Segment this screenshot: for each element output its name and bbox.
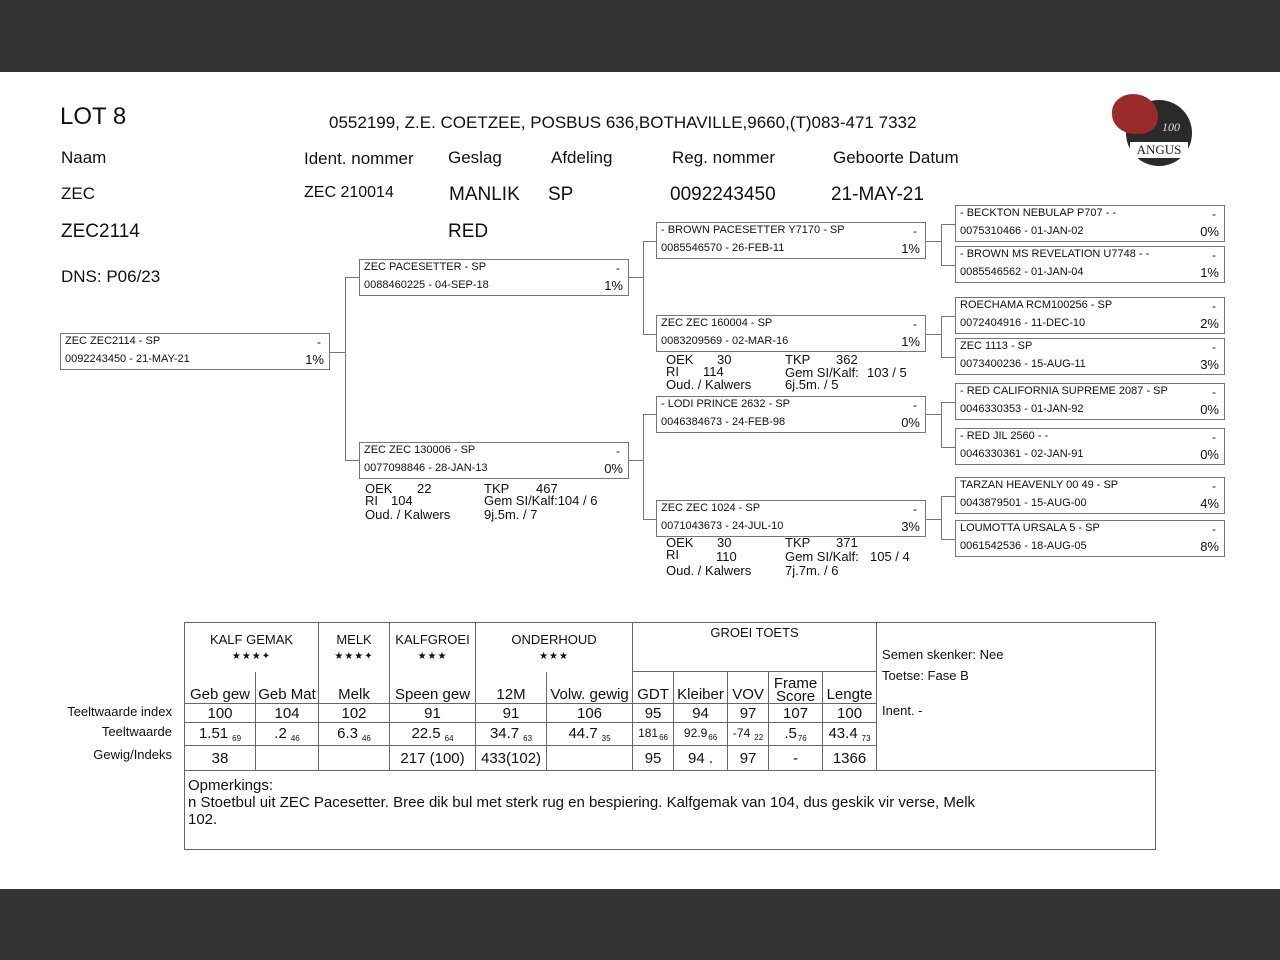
teeltwaarde-cell: -74 $_{22}$ <box>728 723 769 746</box>
pedigree-dam: ZEC ZEC 130006 - SP - 0077098846 - 28-JAN-13 0% <box>359 442 629 479</box>
group-groei-toets: GROEI TOETS <box>633 623 877 672</box>
gewig-cell: 38 <box>185 746 256 771</box>
gewig-cell: 97 <box>728 746 769 771</box>
gewig-cell: 1366 <box>823 746 877 771</box>
col-geb-gew: Geb gew <box>185 672 256 704</box>
col-geb-mat: Geb Mat <box>256 672 319 704</box>
teeltwaarde-cell: $92.9_{66}$ <box>674 723 728 746</box>
group-kalf-gemak: KALF GEMAK ★★★✦ <box>185 623 319 672</box>
lot-number: LOT 8 <box>60 103 127 130</box>
pedigree-great-grandparent-4: ZEC 1113 - SP - 0073400236 - 15-AUG-11 3% <box>955 338 1225 375</box>
animal-geboorte: 21-MAY-21 <box>831 184 924 205</box>
teeltwaarde-cell: 22.5 $_{64}$ <box>390 723 476 746</box>
pedigree-dam-dam: ZEC ZEC 1024 - SP - 0071043673 - 24-JUL-10 3% <box>656 500 926 537</box>
teeltwaarde-cell: $.5_{76}$ <box>769 723 823 746</box>
teeltwaarde-cell: 6.3 $_{46}$ <box>319 723 390 746</box>
col-lengte: Lengte <box>823 672 877 704</box>
remarks-cell <box>185 771 1156 850</box>
pedigree-sire: ZEC PACESETTER - SP - 0088460225 - 04-SEP-18 1% <box>359 259 629 296</box>
gewig-cell: 217 (100) <box>390 746 476 771</box>
header-geboorte: Geboorte Datum <box>833 148 959 167</box>
remarks-label: Opmerkings: <box>188 777 274 794</box>
pedigree-great-grandparent-8: LOUMOTTA URSALA 5 - SP - 0061542536 - 18-AUG-05 8% <box>955 520 1225 557</box>
pedigree-dam-sire: - LODI PRINCE 2632 - SP - 0046384673 - 24-FEB-98 0% <box>656 396 926 433</box>
index-cell: 100 <box>823 704 877 723</box>
teeltwaarde-cell: 34.7 $_{63}$ <box>476 723 547 746</box>
index-cell: 106 <box>547 704 633 723</box>
gewig-cell: 94 . <box>674 746 728 771</box>
row-label-gewig: Gewig/Indeks <box>93 747 172 762</box>
col-speen-gew: Speen gew <box>390 672 476 704</box>
animal-kleur: RED <box>448 221 489 242</box>
gewig-cell: 95 <box>633 746 674 771</box>
col-gdt: GDT <box>633 672 674 704</box>
pedigree-subject: ZEC ZEC2114 - SP - 0092243450 - 21-MAY-21 1% <box>60 333 330 370</box>
col-melk: Melk <box>319 672 390 704</box>
index-cell: 100 <box>185 704 256 723</box>
teeltwaarde-cell: 1.51 $_{69}$ <box>185 723 256 746</box>
index-cell: 94 <box>674 704 728 723</box>
row-label-index: Teeltwaarde index <box>67 704 172 719</box>
teeltwaarde-cell: 43.4 $_{73}$ <box>823 723 877 746</box>
index-cell: 104 <box>256 704 319 723</box>
animal-ident: ZEC 210014 <box>304 184 394 201</box>
gewig-cell: - <box>769 746 823 771</box>
header-geslag: Geslag <box>448 148 502 167</box>
pedigree-sire-sire: - BROWN PACESETTER Y7170 - SP - 0085546570 - 26-FEB-11 1% <box>656 222 926 259</box>
group-melk: MELK ★★★✦ <box>319 623 390 672</box>
group-onderhoud: ONDERHOUD ★★★ <box>476 623 633 672</box>
pedigree-great-grandparent-7: TARZAN HEAVENLY 00 49 - SP - 0043879501 - 15-AUG-00 4% <box>955 477 1225 514</box>
dns-number: DNS: P06/23 <box>61 267 161 286</box>
index-cell: 95 <box>633 704 674 723</box>
animal-geslag: MANLIK <box>449 184 520 205</box>
row-label-teeltwaarde: Teeltwaarde <box>101 724 172 739</box>
pedigree-great-grandparent-5: - RED CALIFORNIA SUPREME 2087 - SP - 0046330353 - 01-JAN-92 0% <box>955 383 1225 420</box>
top-bar <box>0 0 1280 72</box>
owner-details: 0552199, Z.E. COETZEE, POSBUS 636,BOTHAVILLE,9660,(T)083-471 7332 <box>329 113 917 132</box>
col-vov: VOV <box>728 672 769 704</box>
col-12m: 12M <box>476 672 547 704</box>
col-kleiber: Kleiber <box>674 672 728 704</box>
index-cell: 102 <box>319 704 390 723</box>
teeltwaarde-cell: 44.7 $_{35}$ <box>547 723 633 746</box>
pedigree-great-grandparent-3: ROECHAMA RCM100256 - SP - 0072404916 - 11-DEC-10 2% <box>955 297 1225 334</box>
tests: Toetse: Fase B <box>882 668 969 683</box>
index-cell: 91 <box>390 704 476 723</box>
remarks-text: n Stoetbul uit ZEC Pacesetter. Bree dik bul met sterk rug en bespiering. Kalfgemak van 104, dus geskik vir verse, Melk 102. <box>188 794 976 828</box>
angus-logo-icon: 100 ANGUS <box>1108 92 1200 174</box>
semen-donor: Semen skenker: Nee <box>882 647 1004 662</box>
pedigree-great-grandparent-2: - BROWN MS REVELATION U7748 - - - 0085546562 - 01-JAN-04 1% <box>955 246 1225 283</box>
vaccination: Inent. - <box>882 703 923 718</box>
animal-naam2: ZEC2114 <box>61 221 140 242</box>
animal-naam: ZEC <box>61 184 95 203</box>
header-reg: Reg. nommer <box>672 148 775 167</box>
teeltwaarde-cell: $181_{66}$ <box>633 723 674 746</box>
pedigree-great-grandparent-6: - RED JIL 2560 - - - 0046330361 - 02-JAN-91 0% <box>955 428 1225 465</box>
header-naam: Naam <box>61 148 107 167</box>
bottom-bar <box>0 889 1280 960</box>
teeltwaarde-cell: .2 $_{46}$ <box>256 723 319 746</box>
side-info <box>877 623 1156 771</box>
pedigree-sire-dam: ZEC ZEC 160004 - SP - 0083209569 - 02-MAR-16 1% <box>656 315 926 352</box>
header-afdeling: Afdeling <box>551 148 613 167</box>
animal-afdeling: SP <box>548 184 574 205</box>
gewig-cell <box>319 746 390 771</box>
index-cell: 97 <box>728 704 769 723</box>
pedigree-great-grandparent-1: - BECKTON NEBULAP P707 - - - 0075310466 - 01-JAN-02 0% <box>955 205 1225 242</box>
animal-reg: 0092243450 <box>670 184 776 205</box>
gewig-cell <box>547 746 633 771</box>
header-ident: Ident. nommer <box>304 149 414 168</box>
index-cell: 107 <box>769 704 823 723</box>
col-frame-score: Frame Score <box>769 672 823 704</box>
group-kalfgroei: KALFGROEI ★★★ <box>390 623 476 672</box>
gewig-cell: 433(102) <box>476 746 547 771</box>
col-volw-gewig: Volw. gewig <box>547 672 633 704</box>
gewig-cell <box>256 746 319 771</box>
evaluation-table <box>184 622 1156 850</box>
index-cell: 91 <box>476 704 547 723</box>
